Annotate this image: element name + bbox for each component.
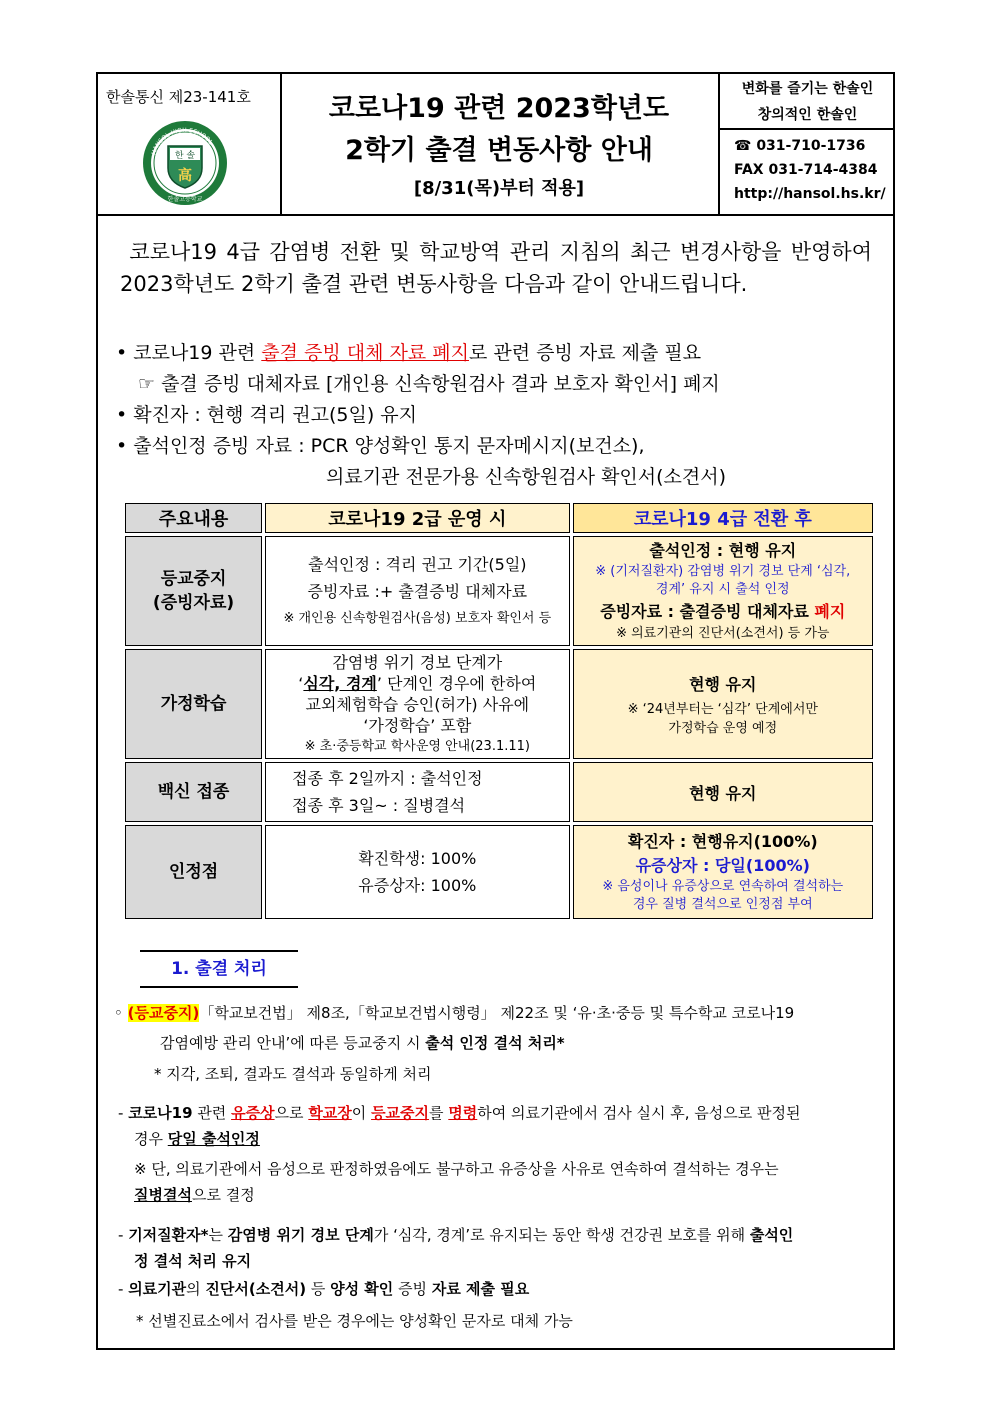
contact-info — [720, 130, 895, 206]
row-head-absence: 등교중지 (증빙자료) — [125, 536, 262, 646]
title-line-2: 2학기 출결 변동사항 안내 — [345, 135, 653, 166]
bullet-2: • 확진자 : 현행 격리 권고(5일) 유지 — [116, 404, 418, 426]
key-changes-list — [116, 338, 876, 493]
row-vaccine-level4: 현행 유지 — [573, 762, 873, 822]
seal-bottom-text: 한솔고등학교 — [167, 196, 203, 203]
para-negative-note-cont: 질병결석으로 결정 — [134, 1186, 255, 1204]
table-row — [125, 649, 873, 759]
title-line-1: 코로나19 관련 2023학년도 — [328, 93, 670, 124]
row-absence-level2: 출석인정 : 격리 권고 기간(5일) 증빙자료 :+ 출결증빙 대체자료 ※ 개인용 신속항원검사(음성) 보호자 확인서 등 — [265, 536, 569, 646]
table-row — [125, 825, 873, 919]
comparison-table — [122, 500, 876, 922]
para-underlying-cont: 정 결석 처리 유지 — [134, 1252, 252, 1270]
para-underlying: - 기저질환자*는 감염병 위기 경보 단계가 ‘심각, 경계’로 유지되는 동안 학생 건강권 보호를 위해 출석인 — [118, 1226, 794, 1244]
header — [98, 74, 893, 216]
row-score-level4: 확진자 : 현행유지(100%) 유증상자 : 당일(100%) ※ 음성이나 유증상으로 연속하여 결석하는 경우 질병 결석으로 인정점 부여 — [573, 825, 873, 919]
table-header-level4: 코로나19 4급 전환 후 — [573, 503, 873, 533]
school-seal-icon — [142, 120, 228, 206]
section-title: 1. 출결 처리 — [140, 950, 298, 988]
row-head-score: 인정점 — [125, 825, 262, 919]
bullet-1: • 코로나19 관련 출결 증빙 대체 자료 폐지로 관련 증빙 자료 제출 필요 — [116, 342, 702, 364]
bullet-3-cont: 의료기관 전문가용 신속항원검사 확인서(소견서) — [326, 466, 727, 488]
seal-center-text: 高 — [178, 168, 192, 184]
header-left — [98, 74, 282, 214]
table-header-level2: 코로나19 2급 운영 시 — [265, 503, 569, 533]
row-home-study-level2: 감염병 위기 경보 단계가 ‘심각, 경계’ 단계인 경우에 한하여 교외체험학습 승인(허가) 사유에 ‘가정학습’ 포함 ※ 초·중등학교 학사운영 안내(23.1.11) — [265, 649, 569, 759]
table-row — [125, 536, 873, 646]
effective-date: [8/31(목)부터 적용] — [413, 178, 585, 199]
bullet-3: • 출석인정 증빙 자료 : PCR 양성확인 통지 문자메시지(보건소), — [116, 435, 645, 457]
table-row — [125, 762, 873, 822]
table-header-topic: 주요내용 — [125, 503, 262, 533]
website-link[interactable]: http://hansol.hs.kr/ — [734, 186, 886, 202]
row-head-home-study: 가정학습 — [125, 649, 262, 759]
para-absence-note: * 지각, 조퇴, 결과도 결석과 동일하게 처리 — [154, 1065, 432, 1083]
school-motto — [720, 74, 895, 130]
phone-number: ☎ 031-710-1736 — [734, 138, 866, 154]
para-absence-rule: ◦ (등교중지)「학교보건법」 제8조,「학교보건법시행령」 제22조 및 ‘유·초·중등 및 특수학교 코로나19 — [114, 1004, 795, 1022]
row-score-level2: 확진학생: 100% 유증상자: 100% — [265, 825, 569, 919]
fax-number: FAX 031-714-4384 — [734, 162, 878, 178]
header-title-block — [280, 74, 718, 214]
intro-paragraph: 코로나19 4급 감염병 전환 및 학교방역 관리 지침의 최근 변경사항을 반영하여 2023학년도 2학기 출결 관련 변동사항을 다음과 같이 안내드립니다. — [120, 240, 872, 296]
para-documents: - 의료기관의 진단서(소견서) 등 양성 확인 증빙 자료 제출 필요 — [118, 1280, 530, 1298]
row-home-study-level4: 현행 유지 ※ ‘24년부터는 ‘심각’ 단계에서만 가정학습 운영 예정 — [573, 649, 873, 759]
seal-top-text: 한 솔 — [174, 151, 196, 161]
para-symptomatic-cont: 경우 당일 출석인정 — [134, 1130, 260, 1148]
seal-ring-text: HANSOL HIGH SCHOOL — [150, 126, 214, 156]
para-negative-note: ※ 단, 의료기관에서 음성으로 판정하였음에도 불구하고 유증상을 사유로 연속하여 결석하는 경우는 — [134, 1160, 779, 1178]
para-absence-rule-cont: 감염예방 관리 안내’에 따른 등교중지 시 출석 인정 결석 처리* — [160, 1034, 565, 1052]
row-head-vaccine: 백신 접종 — [125, 762, 262, 822]
row-absence-level4: 출석인정 : 현행 유지 ※ (기저질환자) 감염병 위기 경보 단계 ‘심각, 경계’ 유지 시 출석 인정 증빙자료 : 출결증빙 대체자료 폐지 ※ 의료기관의 진단서(소견서) 등 가능 — [573, 536, 873, 646]
bullet-1-sub: ☞ 출결 증빙 대체자료 [개인용 신속항원검사 결과 보호자 확인서] 폐지 — [138, 373, 720, 395]
motto-line-2: 창의적인 한솔인 — [757, 107, 858, 123]
motto-line-1: 변화를 즐기는 한솔인 — [741, 81, 874, 97]
para-screening-note: * 선별진료소에서 검사를 받은 경우에는 양성확인 문자로 대체 가능 — [136, 1312, 573, 1330]
issue-number: 한솔통신 제23-141호 — [106, 88, 251, 106]
header-right — [718, 74, 895, 214]
para-symptomatic: - 코로나19 관련 유증상으로 학교장이 등교중지를 명령하여 의료기관에서 검사 실시 후, 음성으로 판정된 — [118, 1104, 801, 1122]
row-vaccine-level2: 접종 후 2일까지 : 출석인정 접종 후 3일~ : 질병결석 — [265, 762, 569, 822]
